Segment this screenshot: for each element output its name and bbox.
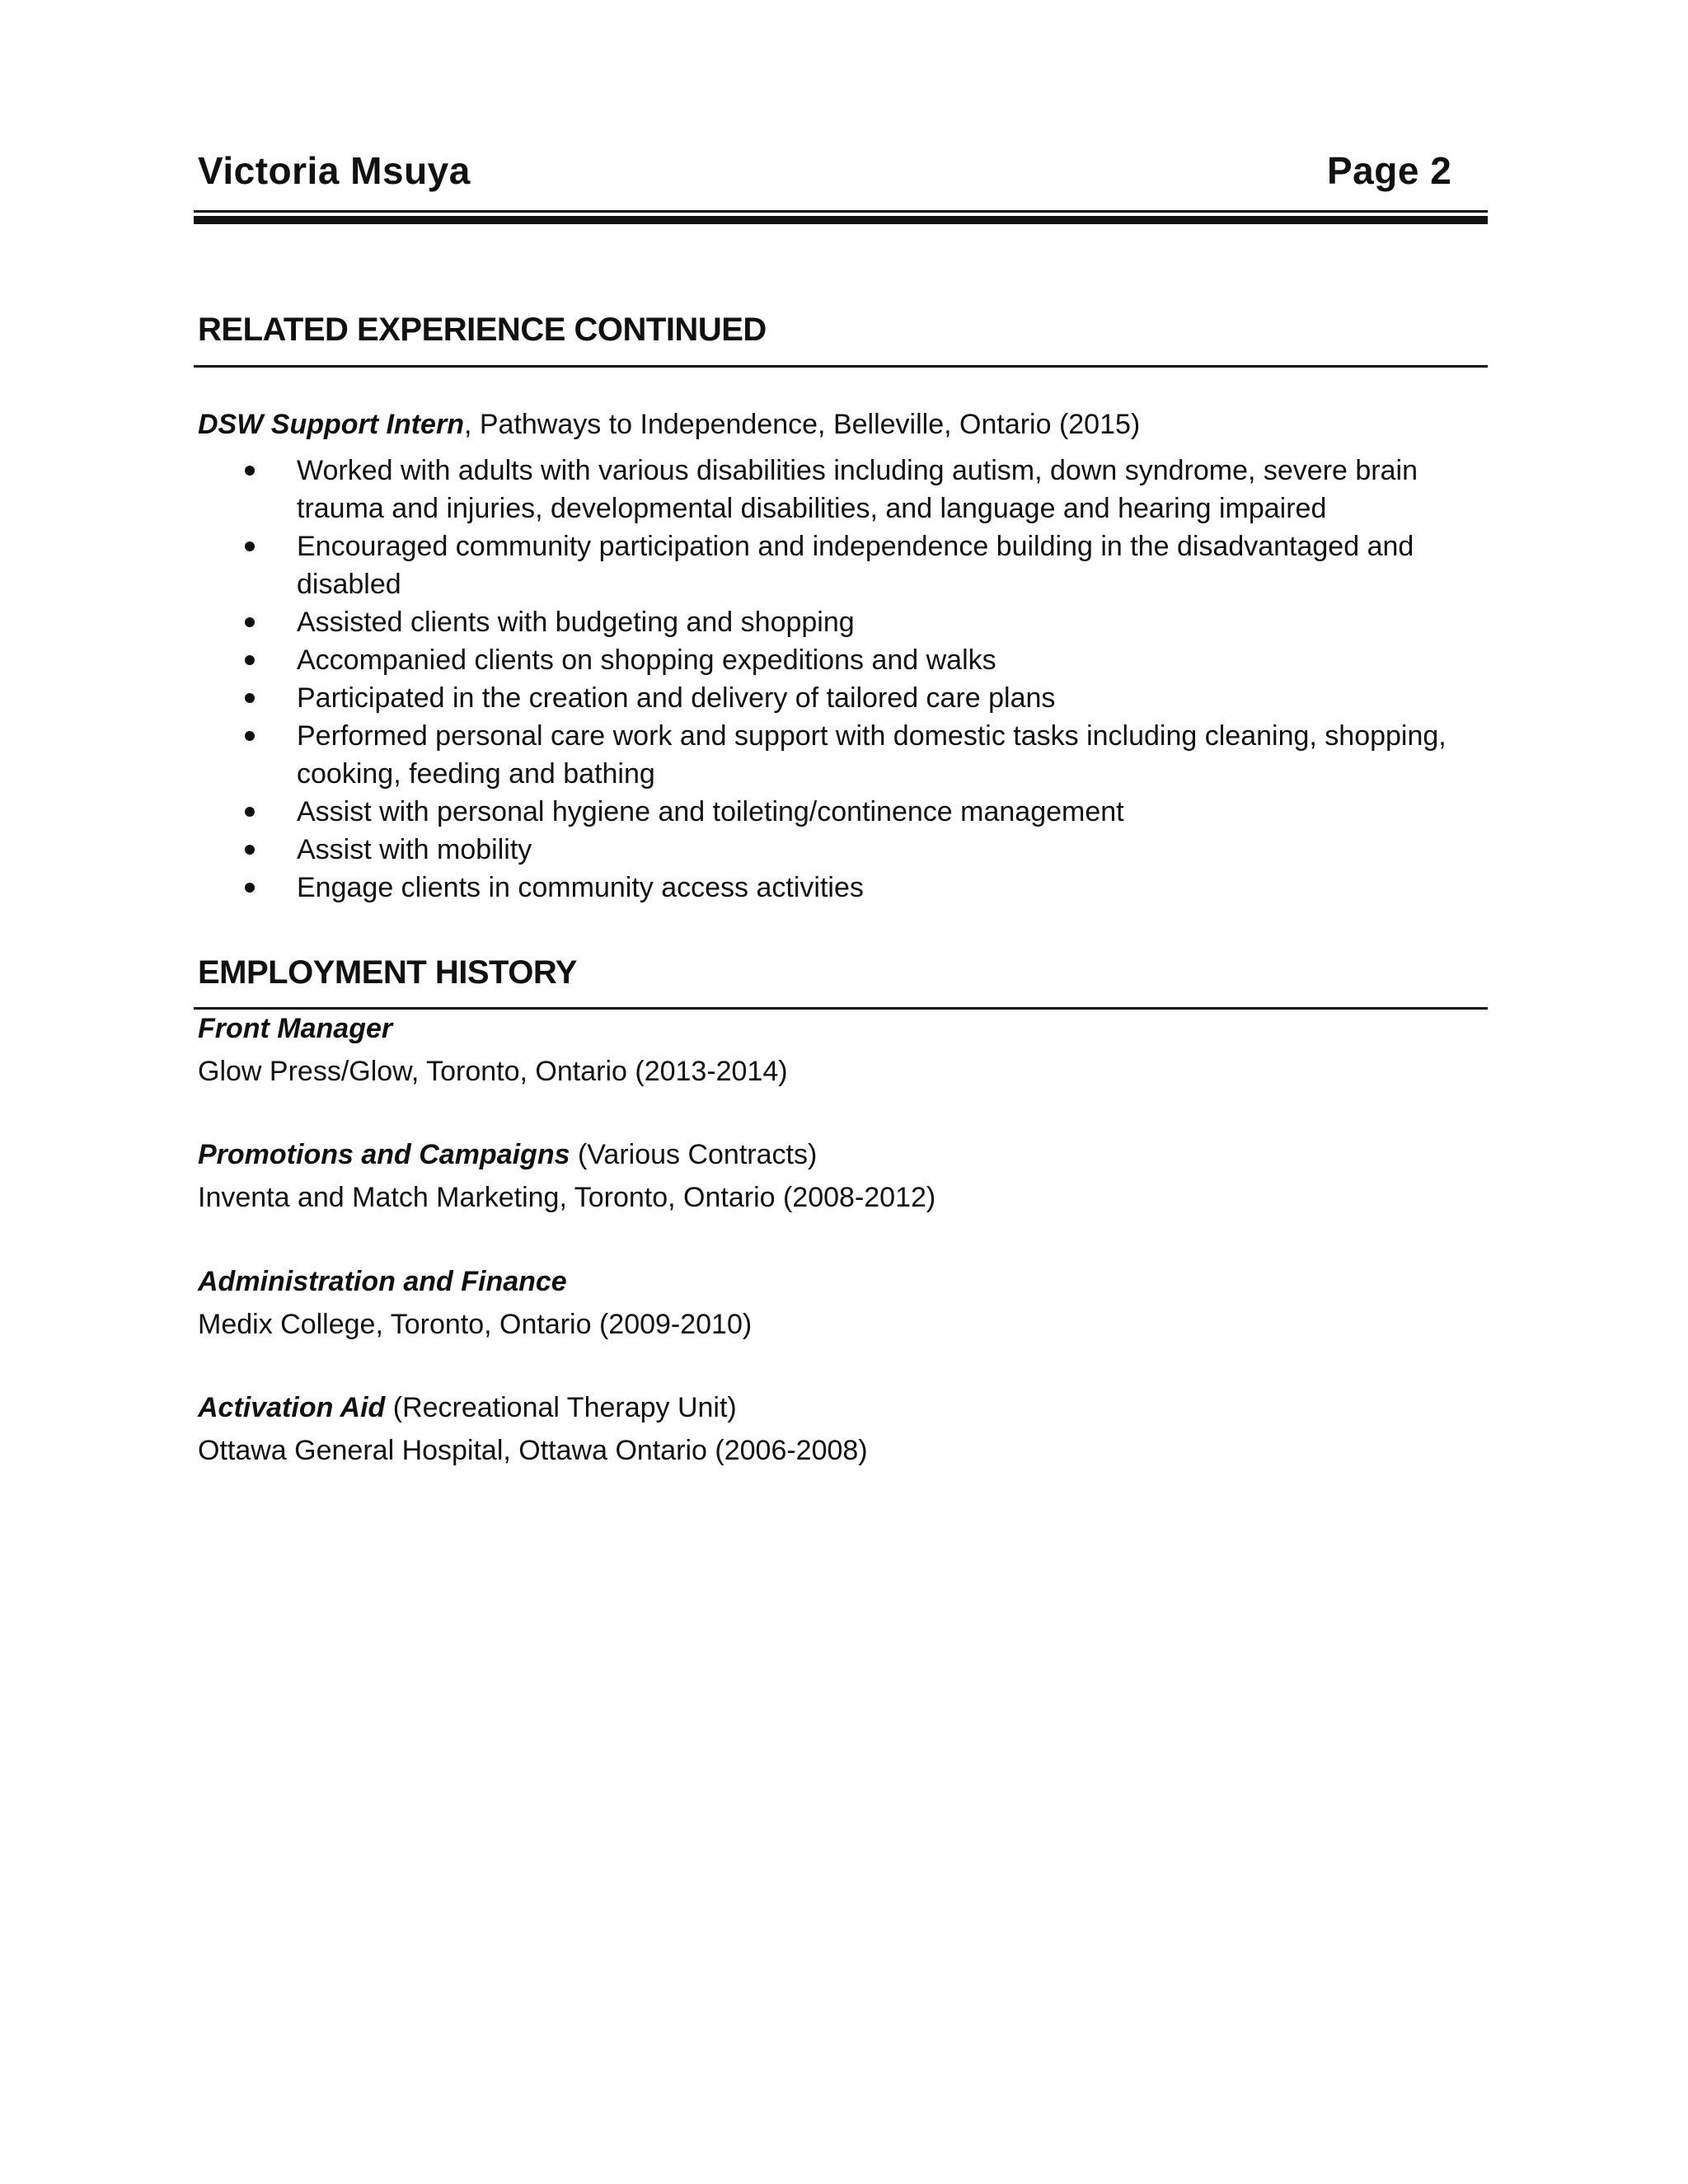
job-title: Activation Aid (198, 1392, 386, 1423)
role-line (198, 405, 1140, 443)
bullet-icon (245, 693, 255, 703)
header-divider-thick (194, 216, 1488, 224)
bullet-icon (245, 845, 255, 855)
bullet-text: Engage clients in community access activities (297, 872, 864, 903)
list-item (198, 679, 1484, 717)
related-experience-divider (194, 365, 1488, 368)
list-item (198, 869, 1484, 907)
list-item (198, 641, 1484, 679)
header-divider-thin (194, 210, 1488, 213)
bullet-text: Assist with personal hygiene and toileting/continence management (297, 796, 1124, 827)
job-title: Administration and Finance (198, 1266, 567, 1297)
related-experience-heading: RELATED EXPERIENCE CONTINUED (198, 312, 767, 348)
job-entry (198, 1389, 868, 1469)
list-item (198, 527, 1484, 603)
bullet-text: Encouraged community participation and independence building in the disadvantaged and disabled (297, 531, 1414, 600)
role-title: DSW Support Intern (198, 409, 464, 440)
bullet-icon (245, 807, 255, 817)
bullet-icon (245, 731, 255, 741)
bullet-icon (245, 883, 255, 893)
bullet-icon (245, 466, 255, 476)
bullet-text: Assist with mobility (297, 834, 532, 865)
page-number: Page 2 (1327, 149, 1452, 192)
bullet-text: Assisted clients with budgeting and shopping (297, 607, 855, 638)
job-title: Front Manager (198, 1013, 393, 1044)
job-entry (198, 1010, 788, 1090)
job-organization: Medix College, Toronto, Ontario (2009-2010) (198, 1309, 753, 1340)
duties-list (198, 452, 1484, 907)
list-item (198, 717, 1484, 793)
job-organization: Glow Press/Glow, Toronto, Ontario (2013-2014) (198, 1056, 788, 1087)
bullet-icon (245, 655, 255, 665)
bullet-icon (245, 617, 255, 627)
bullet-text: Performed personal care work and support with domestic tasks including cleaning, shopping, cooking, feeding and bathing (297, 720, 1447, 790)
list-item (198, 831, 1484, 869)
bullet-text: Worked with adults with various disabilities including autism, down syndrome, severe brain trauma and injuries, developmental disabilities, and language and hearing impaired (297, 455, 1418, 524)
job-note: (Various Contracts) (570, 1139, 818, 1170)
bullet-text: Participated in the creation and delivery of tailored care plans (297, 682, 1056, 714)
list-item (198, 603, 1484, 641)
role-details: , Pathways to Independence, Belleville, Ontario (2015) (463, 409, 1141, 440)
job-title: Promotions and Campaigns (198, 1139, 570, 1170)
job-organization: Inventa and Match Marketing, Toronto, Ontario (2008-2012) (198, 1182, 936, 1213)
job-entry (198, 1263, 752, 1343)
bullet-text: Accompanied clients on shopping expeditions and walks (297, 644, 996, 676)
list-item (198, 793, 1484, 831)
list-item (198, 452, 1484, 527)
bullet-icon (245, 541, 255, 551)
candidate-name: Victoria Msuya (198, 149, 471, 192)
job-note: (Recreational Therapy Unit) (385, 1392, 737, 1423)
job-entry (198, 1136, 935, 1216)
employment-history-heading: EMPLOYMENT HISTORY (198, 954, 577, 991)
job-organization: Ottawa General Hospital, Ottawa Ontario (2006-2008) (198, 1435, 868, 1466)
